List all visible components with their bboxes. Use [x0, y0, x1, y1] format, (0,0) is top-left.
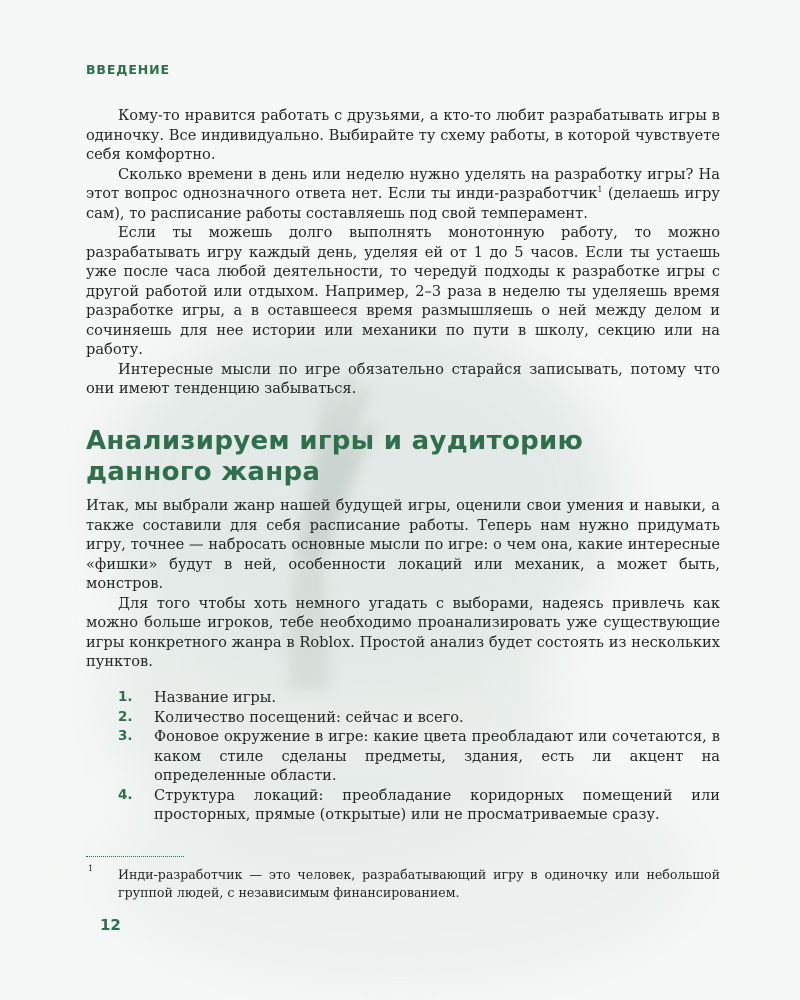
footnote-divider	[86, 856, 184, 857]
list-item	[86, 786, 720, 825]
list-number: 3.	[118, 728, 133, 744]
list-number: 2.	[118, 708, 133, 725]
footnote	[86, 866, 720, 902]
intro-paragraph-3: Если ты можешь долго выполнять монотонную работу, то можно разрабатывать игру каждый день, уделяя ей от 1 до 5 часов. Если ты устаешь уже после часа любой деятельности, то чередуй подходы к разработке игры с другой работой или отдыхом. Например, 2–3 раза в неделю ты уделяешь время разработке игры, а в оставшееся время размышляешь о ней между делом и сочиняешь для нее истории или механики по пути в школу, секцию или на работу.	[86, 224, 720, 358]
list-number: 1.	[118, 689, 133, 705]
list-item-text: Название игры.	[154, 689, 277, 706]
footnote-text: Инди-разработчик — это человек, разрабатывающий игру в одиночку или небольшой группой людей, с независимым финансированием.	[118, 867, 720, 900]
section-paragraph-2: Для того чтобы хоть немного угадать с выборами, надеясь привлечь как можно больше игроков, тебе необходимо проанализировать уже существующие игры конкретного жанра в Roblox. Простой анализ будет состоять из нескольких пунктов.	[86, 594, 720, 670]
list-item-text: Фоновое окружение в игре: какие цвета преобладают или сочетаются, в каком стиле сделаны предметы, здания, есть ли акцент на определенные области.	[154, 728, 720, 784]
list-item-text: Количество посещений: сейчас и всего.	[154, 708, 464, 726]
intro-paragraph-1: Кому-то нравится работать с друзьями, а кто-то любит разрабатывать игры в одиночку. Все индивидуально. Выбирайте ту схему работы, в которой чувствуете себя комфортно.	[86, 107, 720, 163]
section-paragraph-1: Итак, мы выбрали жанр нашей будущей игры, оценили свои умения и навыки, а также составили для себя расписание работы. Теперь нам нужно придумать игру, точнее — набросать основные мысли по игре: о чем она, какие интересные «фишки» будут в ней, особенности локаций или механик, а может быть, монстров.	[86, 497, 720, 592]
intro-paragraph-2-text: Сколько времени в день или неделю нужно уделять на разработку игры? На этот вопрос однозначного ответа нет. Если ты инди-разработчик	[86, 165, 720, 202]
intro-paragraph-2-text-end: (делаешь игру сам), то расписание работы составляешь под свой темперамент.	[86, 185, 720, 222]
intro-paragraph-4: Интересные мысли по игре обязательно старайся записывать, потому что они имеют тенденцию забываться.	[86, 360, 720, 397]
section-text	[86, 496, 720, 672]
chapter-label: ВВЕДЕНИЕ	[86, 62, 170, 77]
list-item	[86, 708, 720, 728]
footnote-reference[interactable]: 1	[597, 185, 603, 195]
list-item	[86, 688, 720, 708]
page-number: 12	[100, 916, 121, 934]
intro-paragraph-2	[86, 165, 720, 224]
list-number: 4.	[118, 786, 133, 803]
intro-text	[86, 106, 720, 399]
list-item	[86, 727, 720, 786]
footnote-mark: 1	[88, 864, 94, 873]
list-item-text: Структура локаций: преобладание коридорных помещений или просторных, прямые (открытые) или не просматриваемые сразу.	[154, 786, 720, 823]
section-heading: Анализируем игры и аудиторию данного жанра	[86, 426, 584, 487]
analysis-list	[86, 688, 720, 825]
